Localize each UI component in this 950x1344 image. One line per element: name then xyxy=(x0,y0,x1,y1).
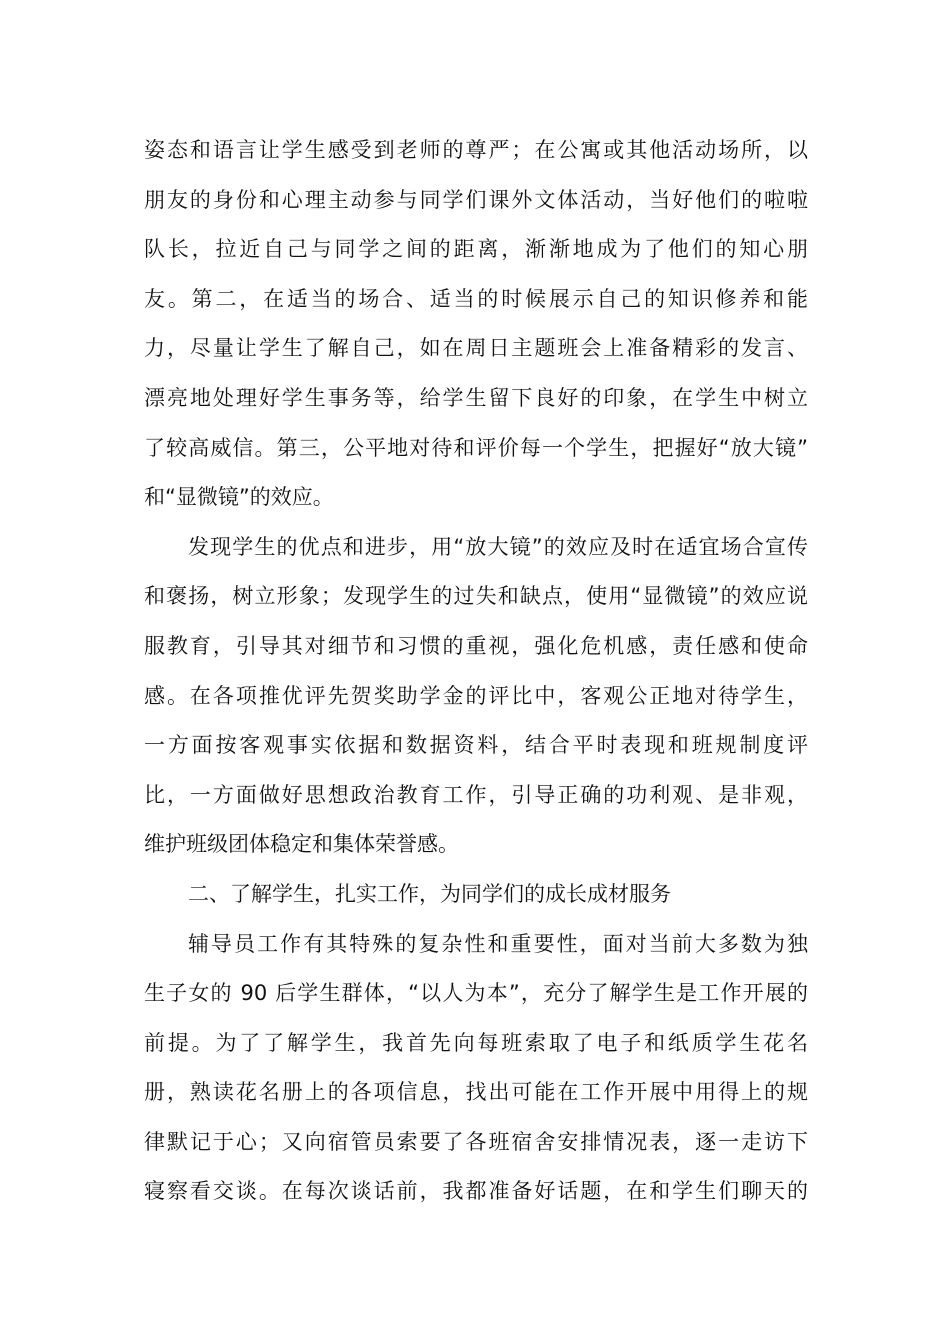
paragraph-line: 律默记于心；又向宿管员索要了各班宿舍安排情况表，逐一走访下 xyxy=(144,1129,808,1154)
paragraph-line: 寝察看交谈。在每次谈话前，我都准备好话题，在和学生们聊天的 xyxy=(144,1179,808,1204)
document-body xyxy=(144,126,808,1217)
paragraph-line: 姿态和语言让学生感受到老师的尊严；在公寓或其他活动场所，以 xyxy=(144,138,808,162)
paragraph-line: 和“显微镜”的效应。 xyxy=(144,485,334,510)
paragraph-line: 朋友的身份和心理主动参与同学们课外文体活动，当好他们的啦啦 xyxy=(144,187,808,212)
paragraph-line: 和褒扬，树立形象；发现学生的过失和缺点，使用“显微镜”的效应说 xyxy=(144,584,808,609)
paragraph-line: 了较高威信。第三，公平地对待和评价每一个学生，把握好“放大镜” xyxy=(144,435,808,460)
paragraph-line: 队长，拉近自己与同学之间的距离，渐渐地成为了他们的知心朋 xyxy=(144,237,808,262)
paragraph-line: 漂亮地处理好学生事务等，给学生留下良好的印象，在学生中树立 xyxy=(144,385,808,410)
paragraph-line: 比，一方面做好思想政治教育工作，引导正确的功利观、是非观， xyxy=(144,782,808,807)
paragraph-line: 力，尽量让学生了解自己，如在周日主题班会上准备精彩的发言、 xyxy=(144,336,808,361)
paragraph-line: 册，熟读花名册上的各项信息，找出可能在工作开展中用得上的规 xyxy=(144,1080,808,1105)
paragraph-line: 生子女的 90 后学生群体，“以人为本”，充分了解学生是工作开展的 xyxy=(144,981,808,1006)
paragraph-line: 感。在各项推优评先贺奖助学金的评比中，客观公正地对待学生， xyxy=(144,683,808,708)
paragraph-line: 一方面按客观事实依据和数据资料，结合平时表现和班规制度评 xyxy=(144,733,808,758)
paragraph-line: 发现学生的优点和进步，用“放大镜”的效应及时在适宜场合宣传 xyxy=(188,534,808,559)
paragraph-line: 辅导员工作有其特殊的复杂性和重要性，面对当前大多数为独 xyxy=(188,931,808,956)
paragraph-line: 服教育，引导其对细节和习惯的重视，强化危机感，责任感和使命 xyxy=(144,633,808,658)
paragraph-line: 前提。为了了解学生，我首先向每班索取了电子和纸质学生花名 xyxy=(144,1030,808,1055)
section-heading: 二、了解学生，扎实工作，为同学们的成长成材服务 xyxy=(188,881,671,906)
paragraph-line: 友。第二，在适当的场合、适当的时候展示自己的知识修养和能 xyxy=(144,286,808,311)
paragraph-line: 维护班级团体稳定和集体荣誉感。 xyxy=(144,832,459,857)
